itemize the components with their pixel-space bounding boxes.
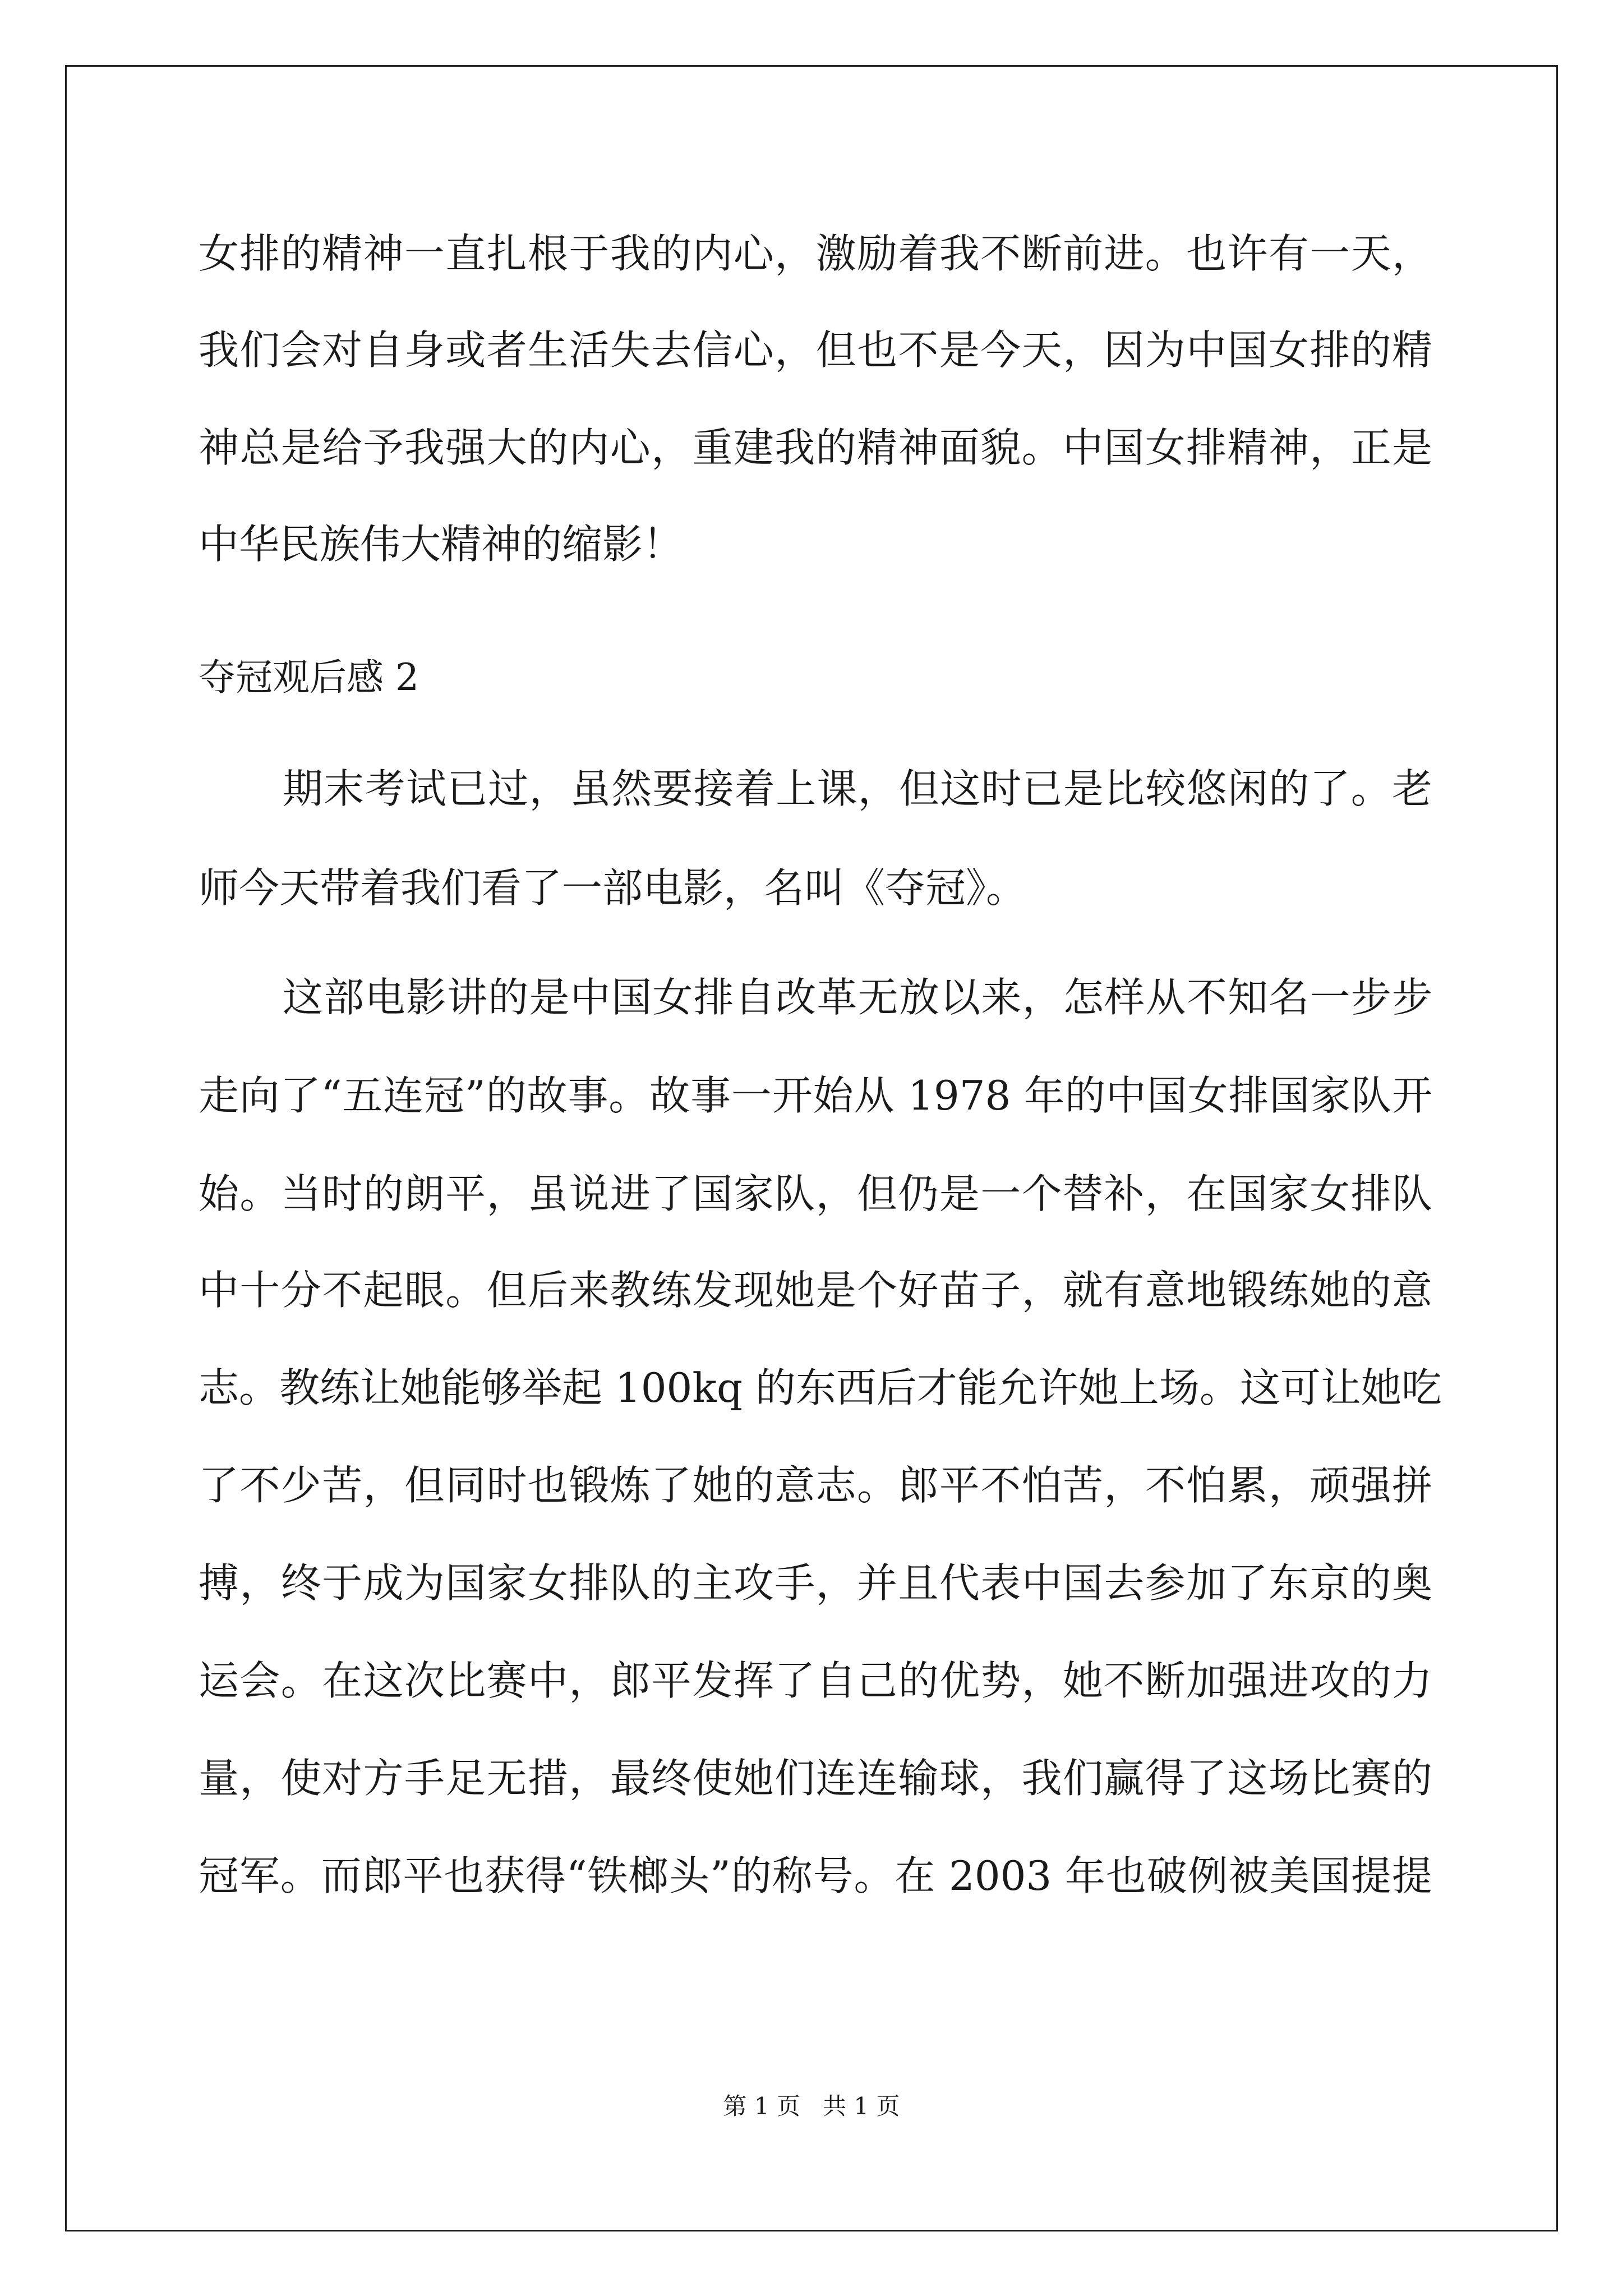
page-number-footer: 第 1 页 共 1 页 <box>723 2092 900 2120</box>
section-title: 夺冠观后感 2 <box>199 656 419 699</box>
paragraph-line: 冠军。而郎平也获得“铁榔头”的称号。在 2003 年也破例被美国提提 <box>199 1852 1432 1899</box>
paragraph-line: 了不少苦，但同时也锻炼了她的意志。郎平不怕苦，不怕累，顽强拼 <box>199 1462 1432 1509</box>
paragraph-line: 搏，终于成为国家女排队的主攻手，并且代表中国去参加了东京的奥 <box>199 1559 1432 1607</box>
paragraph-line: 量，使对方手足无措，最终使她们连连输球，我们赢得了这场比赛的 <box>199 1755 1432 1802</box>
paragraph-line: 神总是给予我强大的内心，重建我的精神面貌。中国女排精神，正是 <box>199 424 1432 471</box>
paragraph-line: 中十分不起眼。但后来教练发现她是个好苗子，就有意地锻练她的意 <box>199 1267 1432 1314</box>
paragraph-line: 期末考试已过，虽然要接着上课，但这时已是比较悠闲的了。老 <box>283 765 1432 812</box>
paragraph-line: 师今天带着我们看了一部电影，名叫《夺冠》。 <box>199 864 1027 912</box>
page-border <box>65 65 1558 2231</box>
paragraph-line: 女排的精神一直扎根于我的内心，激励着我不断前进。也许有一天， <box>199 230 1432 277</box>
paragraph-line: 走向了“五连冠”的故事。故事一开始从 1978 年的中国女排国家队开 <box>199 1072 1432 1119</box>
paragraph-line: 始。当时的朗平，虽说进了国家队，但仍是一个替补，在国家女排队 <box>199 1170 1432 1217</box>
paragraph-line: 这部电影讲的是中国女排自改革无放以来，怎样从不知名一步步 <box>283 974 1432 1021</box>
paragraph-line: 志。教练让她能够举起 100kq 的东西后才能允许她上场。这可让她吃 <box>199 1364 1442 1411</box>
paragraph-line: 中华民族伟大精神的缩影！ <box>199 521 684 568</box>
paragraph-line: 运会。在这次比赛中，郎平发挥了自己的优势，她不断加强进攻的力 <box>199 1657 1432 1704</box>
paragraph-line: 我们会对自身或者生活失去信心，但也不是今天，因为中国女排的精 <box>199 326 1432 374</box>
